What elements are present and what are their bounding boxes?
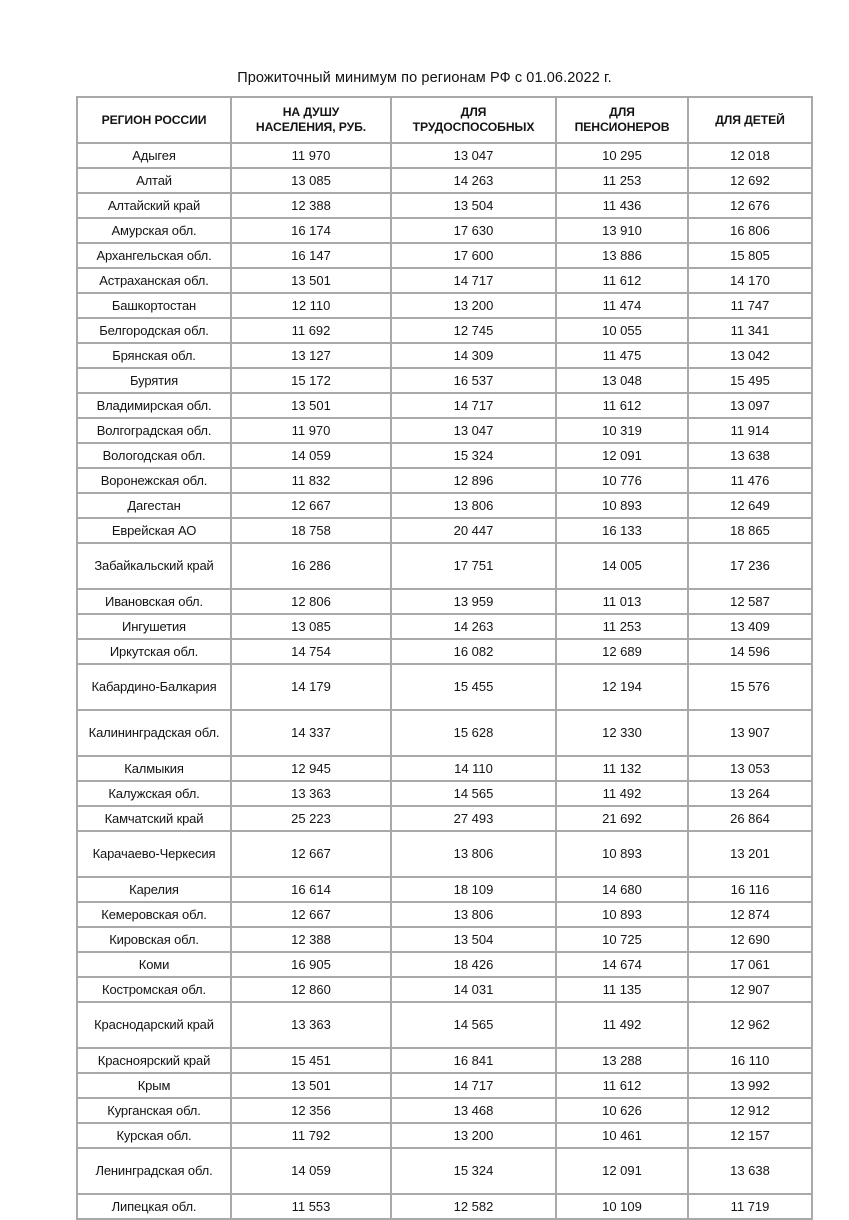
cell-region: Архангельская обл. — [76, 244, 232, 269]
cell-children: 12 692 — [689, 169, 813, 194]
cell-working-age: 14 717 — [392, 394, 557, 419]
cell-per-capita: 12 356 — [232, 1099, 392, 1124]
cell-region: Кировская обл. — [76, 928, 232, 953]
cell-pensioners: 10 893 — [557, 832, 689, 878]
cell-per-capita: 13 501 — [232, 1074, 392, 1099]
table-row — [76, 615, 813, 640]
cell-region: Волгоградская обл. — [76, 419, 232, 444]
cell-pensioners: 10 319 — [557, 419, 689, 444]
cell-pensioners: 13 910 — [557, 219, 689, 244]
cell-pensioners: 10 725 — [557, 928, 689, 953]
cell-children: 11 476 — [689, 469, 813, 494]
column-header-per-capita — [232, 96, 392, 144]
cell-per-capita: 12 945 — [232, 757, 392, 782]
cell-children: 13 409 — [689, 615, 813, 640]
subsistence-minimum-table — [76, 96, 813, 1220]
table-row — [76, 1003, 813, 1049]
cell-children: 18 865 — [689, 519, 813, 544]
cell-per-capita: 16 905 — [232, 953, 392, 978]
cell-working-age: 14 031 — [392, 978, 557, 1003]
cell-region: Карачаево-Черкесия — [76, 832, 232, 878]
cell-working-age: 13 806 — [392, 903, 557, 928]
table-row — [76, 782, 813, 807]
table-row — [76, 953, 813, 978]
cell-region: Красноярский край — [76, 1049, 232, 1074]
cell-region: Амурская обл. — [76, 219, 232, 244]
cell-region: Владимирская обл. — [76, 394, 232, 419]
cell-children: 11 719 — [689, 1195, 813, 1220]
subsistence-minimum-table-wrapper — [76, 96, 785, 1220]
cell-region: Воронежская обл. — [76, 469, 232, 494]
cell-children: 13 097 — [689, 394, 813, 419]
cell-region: Калужская обл. — [76, 782, 232, 807]
table-row — [76, 978, 813, 1003]
cell-region: Алтай — [76, 169, 232, 194]
cell-per-capita: 13 127 — [232, 344, 392, 369]
cell-working-age: 16 841 — [392, 1049, 557, 1074]
cell-pensioners: 14 674 — [557, 953, 689, 978]
cell-region: Брянская обл. — [76, 344, 232, 369]
cell-working-age: 14 110 — [392, 757, 557, 782]
cell-working-age: 13 200 — [392, 1124, 557, 1149]
table-row — [76, 1049, 813, 1074]
cell-region: Алтайский край — [76, 194, 232, 219]
table-row — [76, 928, 813, 953]
cell-working-age: 15 455 — [392, 665, 557, 711]
table-row — [76, 832, 813, 878]
column-header-region: РЕГИОН РОССИИ — [76, 96, 232, 144]
cell-per-capita: 14 059 — [232, 444, 392, 469]
cell-per-capita: 14 179 — [232, 665, 392, 711]
column-header-per-capita-line1: НА ДУШУ — [282, 105, 340, 120]
cell-children: 15 576 — [689, 665, 813, 711]
cell-working-age: 18 426 — [392, 953, 557, 978]
cell-per-capita: 13 501 — [232, 394, 392, 419]
cell-pensioners: 10 055 — [557, 319, 689, 344]
cell-per-capita: 12 388 — [232, 928, 392, 953]
cell-pensioners: 13 886 — [557, 244, 689, 269]
cell-pensioners: 12 689 — [557, 640, 689, 665]
cell-children: 26 864 — [689, 807, 813, 832]
cell-per-capita: 14 754 — [232, 640, 392, 665]
cell-pensioners: 11 492 — [557, 782, 689, 807]
cell-region: Еврейская АО — [76, 519, 232, 544]
table-row — [76, 1195, 813, 1220]
table-row — [76, 1074, 813, 1099]
cell-working-age: 17 751 — [392, 544, 557, 590]
cell-region: Иркутская обл. — [76, 640, 232, 665]
cell-pensioners: 11 612 — [557, 394, 689, 419]
cell-region: Крым — [76, 1074, 232, 1099]
cell-children: 12 587 — [689, 590, 813, 615]
cell-pensioners: 11 135 — [557, 978, 689, 1003]
cell-working-age: 12 745 — [392, 319, 557, 344]
cell-children: 13 638 — [689, 1149, 813, 1195]
cell-working-age: 27 493 — [392, 807, 557, 832]
cell-working-age: 14 717 — [392, 1074, 557, 1099]
cell-pensioners: 11 013 — [557, 590, 689, 615]
cell-per-capita: 13 085 — [232, 169, 392, 194]
cell-pensioners: 13 288 — [557, 1049, 689, 1074]
cell-per-capita: 12 860 — [232, 978, 392, 1003]
table-row — [76, 394, 813, 419]
cell-children: 13 264 — [689, 782, 813, 807]
column-header-working-age-line2: ТРУДОСПОСОБНЫХ — [412, 120, 535, 134]
cell-region: Липецкая обл. — [76, 1195, 232, 1220]
cell-per-capita: 12 110 — [232, 294, 392, 319]
cell-region: Калмыкия — [76, 757, 232, 782]
cell-working-age: 14 263 — [392, 615, 557, 640]
table-row — [76, 194, 813, 219]
cell-pensioners: 10 893 — [557, 494, 689, 519]
cell-children: 13 201 — [689, 832, 813, 878]
table-row — [76, 903, 813, 928]
cell-children: 13 042 — [689, 344, 813, 369]
table-row — [76, 544, 813, 590]
cell-working-age: 18 109 — [392, 878, 557, 903]
cell-region: Адыгея — [76, 144, 232, 169]
cell-region: Карелия — [76, 878, 232, 903]
column-header-pensioners-line1: ДЛЯ — [609, 105, 635, 120]
cell-per-capita: 13 363 — [232, 782, 392, 807]
cell-per-capita: 15 451 — [232, 1049, 392, 1074]
cell-pensioners: 10 109 — [557, 1195, 689, 1220]
cell-working-age: 15 628 — [392, 711, 557, 757]
cell-working-age: 15 324 — [392, 1149, 557, 1195]
table-row — [76, 319, 813, 344]
cell-region: Кабардино-Балкария — [76, 665, 232, 711]
cell-region: Ивановская обл. — [76, 590, 232, 615]
cell-working-age: 13 200 — [392, 294, 557, 319]
cell-pensioners: 13 048 — [557, 369, 689, 394]
cell-children: 11 914 — [689, 419, 813, 444]
cell-working-age: 16 537 — [392, 369, 557, 394]
cell-working-age: 17 630 — [392, 219, 557, 244]
cell-region: Белгородская обл. — [76, 319, 232, 344]
cell-region: Ленинградская обл. — [76, 1149, 232, 1195]
cell-pensioners: 14 005 — [557, 544, 689, 590]
cell-working-age: 17 600 — [392, 244, 557, 269]
table-row — [76, 878, 813, 903]
cell-region: Вологодская обл. — [76, 444, 232, 469]
cell-pensioners: 10 461 — [557, 1124, 689, 1149]
cell-per-capita: 11 832 — [232, 469, 392, 494]
cell-per-capita: 11 970 — [232, 144, 392, 169]
cell-region: Костромская обл. — [76, 978, 232, 1003]
table-row — [76, 269, 813, 294]
cell-per-capita: 16 147 — [232, 244, 392, 269]
table-row — [76, 1124, 813, 1149]
cell-pensioners: 10 295 — [557, 144, 689, 169]
cell-per-capita: 16 614 — [232, 878, 392, 903]
table-row — [76, 419, 813, 444]
table-row — [76, 219, 813, 244]
page-title: Прожиточный минимум по регионам РФ с 01.06.2022 г. — [237, 70, 612, 86]
column-header-children: ДЛЯ ДЕТЕЙ — [689, 96, 813, 144]
table-row — [76, 640, 813, 665]
cell-per-capita: 11 692 — [232, 319, 392, 344]
cell-children: 13 053 — [689, 757, 813, 782]
cell-pensioners: 11 612 — [557, 1074, 689, 1099]
cell-pensioners: 11 475 — [557, 344, 689, 369]
cell-pensioners: 14 680 — [557, 878, 689, 903]
cell-region: Курская обл. — [76, 1124, 232, 1149]
cell-pensioners: 12 091 — [557, 444, 689, 469]
cell-working-age: 13 806 — [392, 832, 557, 878]
cell-pensioners: 10 626 — [557, 1099, 689, 1124]
cell-region: Бурятия — [76, 369, 232, 394]
cell-working-age: 13 504 — [392, 928, 557, 953]
cell-working-age: 14 309 — [392, 344, 557, 369]
table-row — [76, 344, 813, 369]
cell-region: Башкортостан — [76, 294, 232, 319]
cell-children: 11 341 — [689, 319, 813, 344]
cell-pensioners: 16 133 — [557, 519, 689, 544]
cell-per-capita: 12 667 — [232, 832, 392, 878]
column-header-per-capita-line2: НАСЕЛЕНИЯ, РУБ. — [255, 120, 367, 134]
cell-pensioners: 10 893 — [557, 903, 689, 928]
cell-working-age: 14 263 — [392, 169, 557, 194]
cell-per-capita: 12 388 — [232, 194, 392, 219]
cell-pensioners: 11 474 — [557, 294, 689, 319]
table-row — [76, 144, 813, 169]
cell-working-age: 16 082 — [392, 640, 557, 665]
cell-region: Камчатский край — [76, 807, 232, 832]
cell-pensioners: 11 253 — [557, 169, 689, 194]
cell-working-age: 13 806 — [392, 494, 557, 519]
cell-children: 16 806 — [689, 219, 813, 244]
cell-children: 12 912 — [689, 1099, 813, 1124]
column-header-working-age — [392, 96, 557, 144]
cell-working-age: 12 896 — [392, 469, 557, 494]
cell-children: 12 874 — [689, 903, 813, 928]
cell-working-age: 14 565 — [392, 1003, 557, 1049]
cell-children: 17 236 — [689, 544, 813, 590]
cell-per-capita: 14 059 — [232, 1149, 392, 1195]
table-row — [76, 169, 813, 194]
table-row — [76, 665, 813, 711]
cell-pensioners: 11 436 — [557, 194, 689, 219]
cell-children: 12 690 — [689, 928, 813, 953]
cell-region: Коми — [76, 953, 232, 978]
table-header — [76, 96, 813, 144]
cell-working-age: 13 047 — [392, 419, 557, 444]
cell-working-age: 13 504 — [392, 194, 557, 219]
cell-children: 12 649 — [689, 494, 813, 519]
cell-per-capita: 11 792 — [232, 1124, 392, 1149]
cell-children: 16 116 — [689, 878, 813, 903]
cell-children: 13 638 — [689, 444, 813, 469]
cell-children: 14 170 — [689, 269, 813, 294]
column-header-pensioners-line2: ПЕНСИОНЕРОВ — [574, 120, 670, 134]
cell-children: 12 676 — [689, 194, 813, 219]
column-header-pensioners — [557, 96, 689, 144]
cell-per-capita: 12 667 — [232, 494, 392, 519]
cell-per-capita: 13 085 — [232, 615, 392, 640]
cell-region: Дагестан — [76, 494, 232, 519]
cell-per-capita: 16 286 — [232, 544, 392, 590]
cell-region: Калининградская обл. — [76, 711, 232, 757]
cell-working-age: 13 959 — [392, 590, 557, 615]
cell-per-capita: 16 174 — [232, 219, 392, 244]
cell-pensioners: 12 091 — [557, 1149, 689, 1195]
cell-per-capita: 11 553 — [232, 1195, 392, 1220]
cell-children: 15 805 — [689, 244, 813, 269]
cell-children: 13 907 — [689, 711, 813, 757]
table-row — [76, 590, 813, 615]
table-row — [76, 369, 813, 394]
cell-children: 17 061 — [689, 953, 813, 978]
cell-per-capita: 14 337 — [232, 711, 392, 757]
cell-region: Краснодарский край — [76, 1003, 232, 1049]
cell-children: 12 962 — [689, 1003, 813, 1049]
cell-working-age: 13 047 — [392, 144, 557, 169]
table-row — [76, 711, 813, 757]
cell-children: 12 018 — [689, 144, 813, 169]
cell-children: 13 992 — [689, 1074, 813, 1099]
table-row — [76, 757, 813, 782]
cell-pensioners: 11 612 — [557, 269, 689, 294]
table-row — [76, 469, 813, 494]
cell-pensioners: 12 194 — [557, 665, 689, 711]
cell-per-capita: 12 806 — [232, 590, 392, 615]
cell-per-capita: 13 363 — [232, 1003, 392, 1049]
cell-children: 15 495 — [689, 369, 813, 394]
cell-per-capita: 25 223 — [232, 807, 392, 832]
cell-pensioners: 11 253 — [557, 615, 689, 640]
table-row — [76, 1149, 813, 1195]
cell-children: 14 596 — [689, 640, 813, 665]
cell-working-age: 20 447 — [392, 519, 557, 544]
cell-region: Астраханская обл. — [76, 269, 232, 294]
table-row — [76, 807, 813, 832]
cell-children: 12 157 — [689, 1124, 813, 1149]
table-row — [76, 519, 813, 544]
cell-pensioners: 10 776 — [557, 469, 689, 494]
cell-region: Курганская обл. — [76, 1099, 232, 1124]
cell-region: Забайкальский край — [76, 544, 232, 590]
cell-region: Кемеровская обл. — [76, 903, 232, 928]
cell-children: 12 907 — [689, 978, 813, 1003]
cell-per-capita: 18 758 — [232, 519, 392, 544]
cell-per-capita: 15 172 — [232, 369, 392, 394]
cell-region: Ингушетия — [76, 615, 232, 640]
table-row — [76, 444, 813, 469]
cell-working-age: 14 717 — [392, 269, 557, 294]
cell-working-age: 13 468 — [392, 1099, 557, 1124]
table-header-row — [76, 96, 813, 144]
cell-children: 11 747 — [689, 294, 813, 319]
cell-children: 16 110 — [689, 1049, 813, 1074]
table-row — [76, 1099, 813, 1124]
table-body — [76, 144, 813, 1220]
table-row — [76, 294, 813, 319]
cell-pensioners: 12 330 — [557, 711, 689, 757]
cell-per-capita: 11 970 — [232, 419, 392, 444]
column-header-working-age-line1: ДЛЯ — [460, 105, 487, 120]
cell-per-capita: 12 667 — [232, 903, 392, 928]
table-row — [76, 244, 813, 269]
cell-pensioners: 11 132 — [557, 757, 689, 782]
cell-working-age: 14 565 — [392, 782, 557, 807]
cell-per-capita: 13 501 — [232, 269, 392, 294]
cell-working-age: 12 582 — [392, 1195, 557, 1220]
cell-pensioners: 11 492 — [557, 1003, 689, 1049]
table-row — [76, 494, 813, 519]
cell-working-age: 15 324 — [392, 444, 557, 469]
cell-pensioners: 21 692 — [557, 807, 689, 832]
